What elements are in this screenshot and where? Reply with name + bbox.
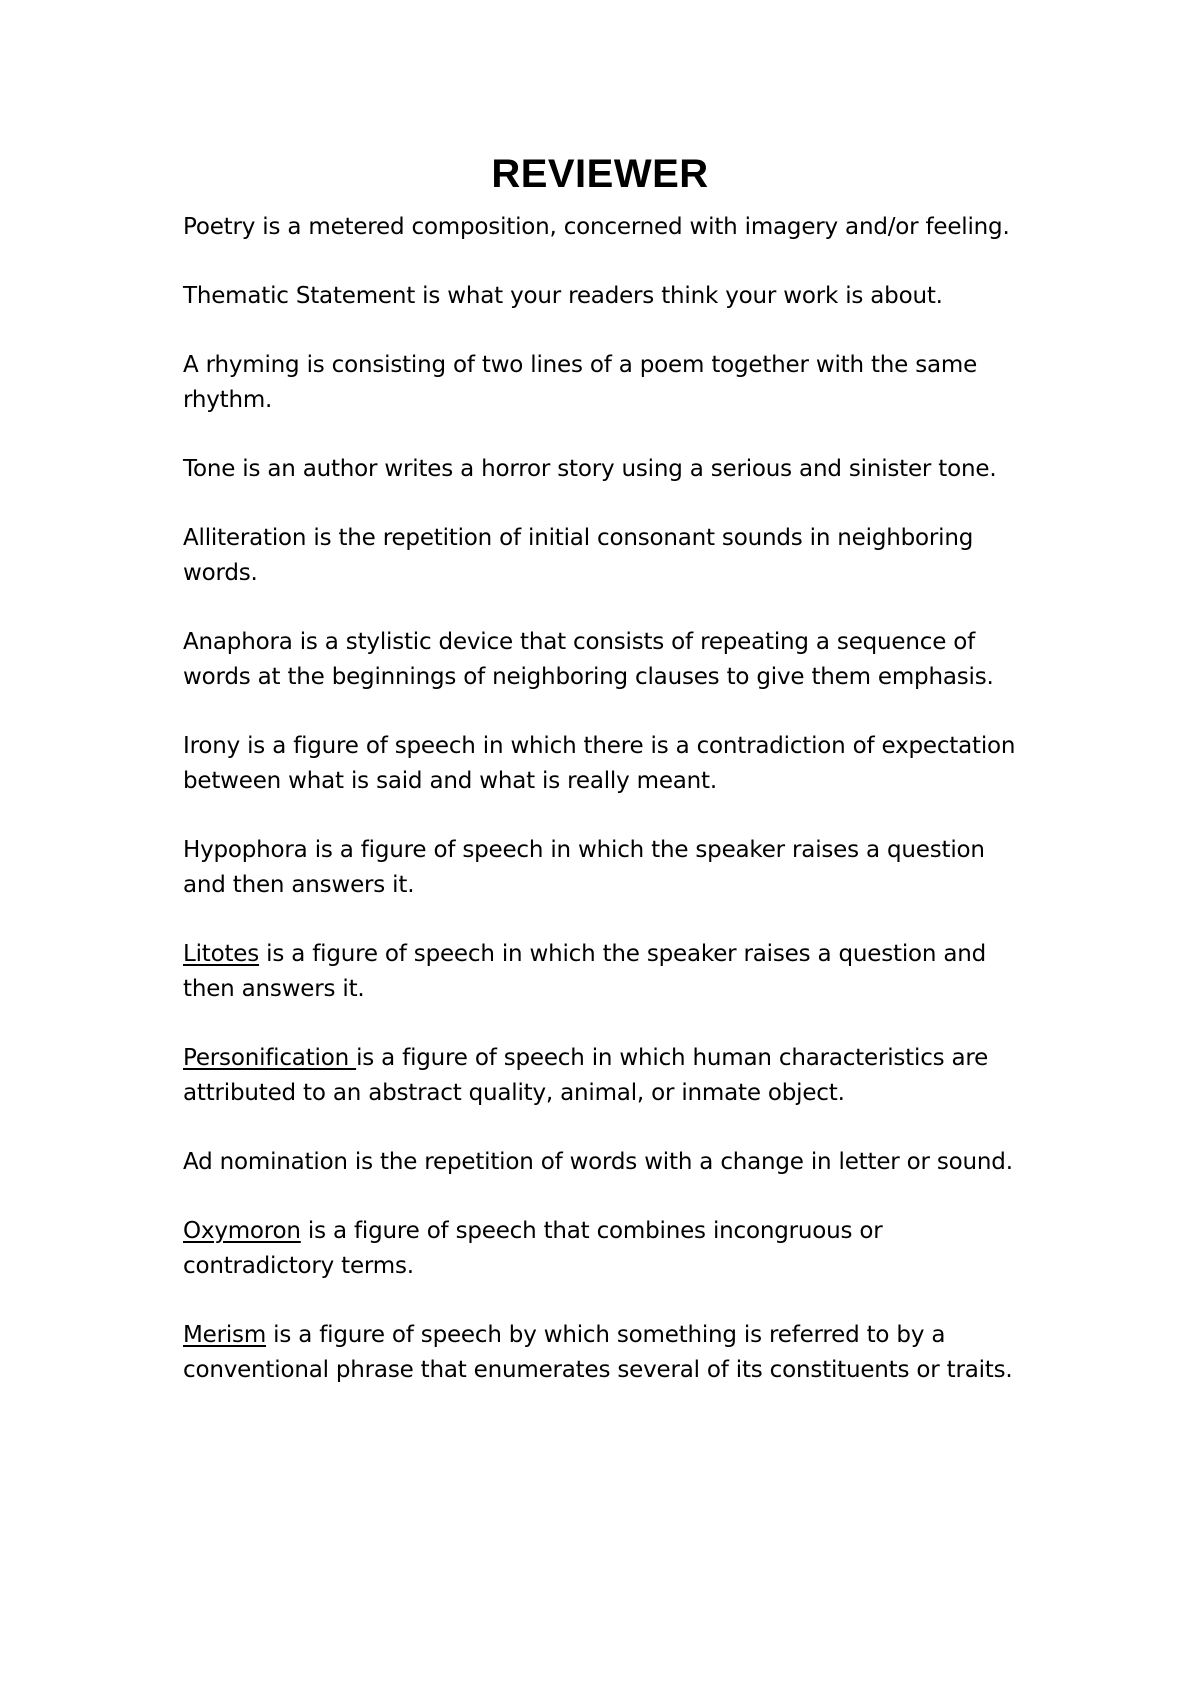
paragraph-text: is a figure of speech in which human characteristics are attributed to an abstract quality, animal, or inmate object.	[183, 1045, 989, 1106]
paragraph-poetry	[183, 210, 1033, 245]
paragraph-thematic-statement	[183, 279, 1033, 314]
underlined-term: Personification	[183, 1045, 357, 1071]
paragraph-text: Poetry is a metered composition, concerned with imagery and/or feeling.	[183, 214, 1010, 240]
paragraph-personification	[183, 1041, 1033, 1111]
paragraph-ad-nomination	[183, 1145, 1033, 1180]
paragraph-text: Tone is an author writes a horror story using a serious and sinister tone.	[183, 456, 997, 482]
document-body	[183, 210, 1033, 1422]
paragraph-text: Irony is a figure of speech in which there is a contradiction of expectation between what is said and what is really meant.	[183, 733, 1016, 794]
paragraph-rhyming	[183, 348, 1033, 418]
paragraph-text: Hypophora is a figure of speech in which the speaker raises a question and then answers it.	[183, 837, 985, 898]
underlined-term: Oxymoron	[183, 1218, 301, 1244]
document-title: REVIEWER	[491, 152, 709, 196]
underlined-term: Merism	[183, 1322, 267, 1348]
underlined-term: Litotes	[183, 941, 260, 967]
paragraph-text: is a figure of speech in which the speaker raises a question and then answers it.	[183, 941, 987, 1002]
paragraph-text: Anaphora is a stylistic device that consists of repeating a sequence of words at the beginnings of neighboring clauses to give them emphasis.	[183, 629, 994, 690]
paragraph-tone	[183, 452, 1033, 487]
paragraph-text: Alliteration is the repetition of initial consonant sounds in neighboring words.	[183, 525, 974, 586]
paragraph-merism	[183, 1318, 1033, 1388]
paragraph-hypophora	[183, 833, 1033, 903]
paragraph-text: is a figure of speech that combines incongruous or contradictory terms.	[183, 1218, 883, 1279]
paragraph-text: is a figure of speech by which something is referred to by a conventional phrase that enumerates several of its constituents or traits.	[183, 1322, 1013, 1383]
paragraph-oxymoron	[183, 1214, 1033, 1284]
paragraph-anaphora	[183, 625, 1033, 695]
paragraph-text: Thematic Statement is what your readers think your work is about.	[183, 283, 943, 309]
paragraph-alliteration	[183, 521, 1033, 591]
paragraph-irony	[183, 729, 1033, 799]
paragraph-text: A rhyming is consisting of two lines of a poem together with the same rhythm.	[183, 352, 978, 413]
paragraph-litotes	[183, 937, 1033, 1007]
paragraph-text: Ad nomination is the repetition of words with a change in letter or sound.	[183, 1149, 1013, 1175]
